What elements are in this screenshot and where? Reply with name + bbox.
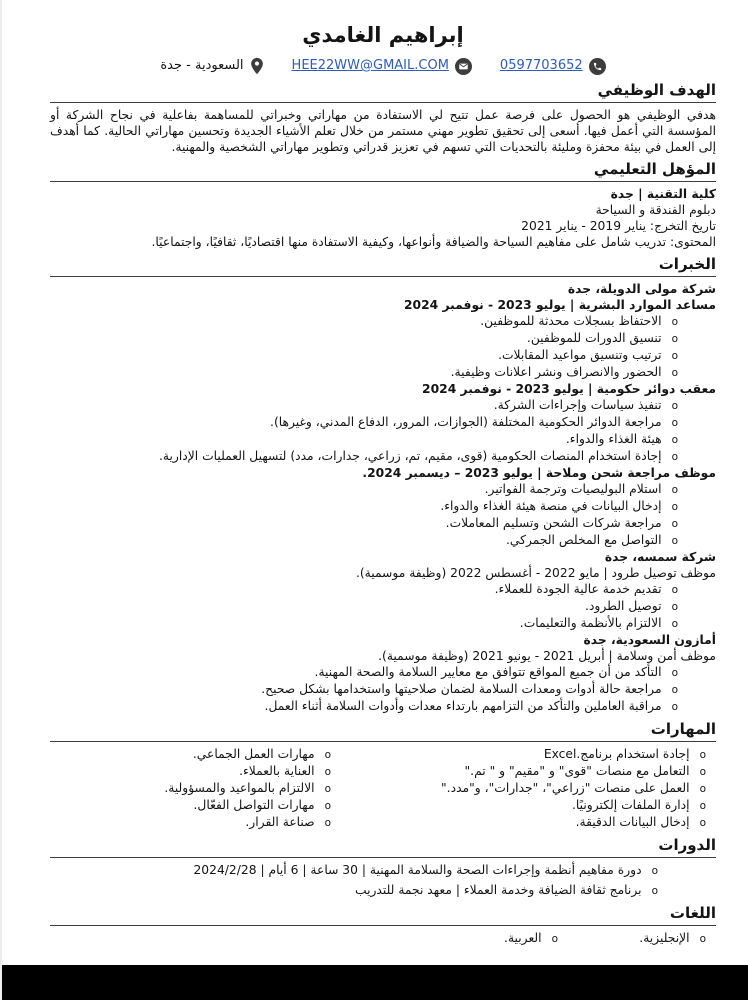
job-role: موظف مراجعة شحن وملاحة | يوليو 2023 – ديسمبر 2024. — [362, 466, 716, 480]
bullet-marker: o — [671, 350, 678, 362]
skill-text: مهارات العمل الجماعي. — [192, 747, 315, 761]
skills-columns — [50, 746, 716, 831]
cv-content — [2, 0, 748, 947]
bullet-item — [50, 448, 678, 465]
bullet-item — [50, 615, 678, 632]
bullet-item — [50, 498, 678, 515]
bullet-marker: o — [551, 933, 558, 945]
bullet-item — [50, 414, 678, 431]
bullet-item — [50, 598, 678, 615]
bullet-marker: o — [324, 783, 331, 795]
bullet-marker: o — [671, 535, 678, 547]
language-column-left — [504, 930, 566, 947]
job-bullets — [50, 313, 716, 381]
job-company: شركة مولى الدويلة، جدة — [567, 282, 716, 296]
bullet-text: تنسيق الدورات للموظفين. — [526, 331, 662, 345]
job-company: شركة سمسه، جدة — [604, 550, 716, 564]
skill-text: إدخال البيانات الدقيقة. — [575, 815, 690, 829]
phone-icon — [589, 58, 606, 75]
bullet-marker: o — [699, 933, 706, 945]
skills-column-right — [383, 746, 716, 831]
bullet-item — [50, 780, 331, 797]
bullet-item — [50, 347, 678, 364]
job — [50, 381, 716, 465]
bullet-marker: o — [699, 766, 706, 778]
course-text: برنامج ثقافة الضيافة وخدمة العملاء | معهد نجمة للتدريب — [355, 883, 642, 897]
bullet-item — [50, 882, 658, 899]
skill-text: إدارة الملفات إلكترونيًا. — [571, 798, 690, 812]
section-title-courses: الدورات — [658, 836, 716, 854]
bullet-item — [50, 681, 678, 698]
bullet-marker: o — [671, 333, 678, 345]
bullet-item — [50, 515, 678, 532]
bullet-marker: o — [671, 417, 678, 429]
section-title-experience: الخبرات — [658, 255, 716, 273]
job-bullets — [50, 397, 716, 465]
bullet-item — [50, 330, 678, 347]
bullet-marker: o — [671, 701, 678, 713]
bullet-item — [50, 431, 678, 448]
bullet-text: إجادة استخدام المنصات الحكومية (قوى، مقيم، تم، زراعي، جدارات، مدد) لتسهيل العمليات الإدارية. — [158, 449, 662, 463]
skill-text: إجادة استخدام برنامج.Excel — [543, 747, 690, 761]
languages-row — [50, 930, 716, 947]
bullet-item — [50, 814, 331, 831]
bullet-marker: o — [671, 584, 678, 596]
course-text: دورة مفاهيم أنظمة وإجراءات الصحة والسلامة المهنية | 30 ساعة | 6 أيام | 2024/2/28 — [193, 863, 642, 877]
bullet-text: مراقبة العاملين والتأكد من التزامهم بارتداء معدات وأدوات السلامة أثناء العمل. — [264, 699, 662, 713]
skill-text: مهارات التواصل الفعّال. — [193, 798, 315, 812]
job-bullets — [50, 664, 716, 715]
contact-row — [50, 56, 716, 76]
job-bullets — [50, 481, 716, 549]
section-rule — [50, 276, 716, 277]
bullet-item — [566, 930, 706, 947]
education-degree: دبلوم الفندقة و السياحة — [595, 203, 716, 217]
objective-text: هدفي الوظيفي هو الحصول على فرصة عمل تتيح لي الاستفادة من مهاراتي وخبراتي للمساهمة بفاعلية في نجاح الشركة أو المؤسسة التي أعمل فيها. أسعى إلى تحقيق تطوير مهني مستمر من خلال تعلم الأشياء الجديدة وتحسين مهاراتي الحالية. كما أهدف إلى العمل في بيئة محفزة ومليئة بالتحديات التي تسهم في تعزيز قدراتي وتطوير مهاراتي الشخصية والمهنية. — [50, 108, 716, 154]
viewer-bottom-bar — [2, 965, 748, 1000]
job-company: أمازون السعودية، جدة — [583, 633, 716, 647]
email-link[interactable]: HEE22WW@GMAIL.COM — [291, 58, 449, 73]
language-column-right — [566, 930, 716, 947]
section-title-languages: اللغات — [669, 904, 716, 922]
bullet-marker: o — [699, 800, 706, 812]
bullet-marker: o — [324, 766, 331, 778]
bullet-text: الالتزام بالأنظمة والتعليمات. — [519, 616, 662, 630]
bullet-item — [50, 698, 678, 715]
language-text: العربية. — [504, 931, 542, 945]
phone-link[interactable]: 0597703652 — [499, 58, 583, 73]
bullet-marker: o — [671, 667, 678, 679]
bullet-marker: o — [699, 783, 706, 795]
bullet-text: مراجعة الدوائر الحكومية المختلفة (الجوازات، المرور، الدفاع المدني، وغيرها). — [270, 415, 662, 429]
bullet-item — [50, 862, 658, 879]
skill-text: صناعة القرار. — [245, 815, 315, 829]
education-content: المحتوى: تدريب شامل على مفاهيم السياحة والضيافة وأنواعها، وكيفية الاستفادة منها اقتصاديًا، ثقافيًا، واجتماعيًا. — [151, 235, 716, 249]
bullet-item — [383, 763, 706, 780]
bullet-text: الحضور والانصراف ونشر اعلانات وظيفية. — [450, 365, 662, 379]
section-title-education: المؤهل التعليمي — [593, 160, 716, 178]
bullet-item — [383, 746, 706, 763]
bullet-text: التواصل مع المخلص الجمركي. — [505, 533, 662, 547]
job-bullets — [50, 581, 716, 632]
job — [50, 632, 716, 715]
job-role: مساعد الموارد البشرية | يوليو 2023 - نوفمبر 2024 — [403, 298, 716, 312]
job-role: موظف توصيل طرود | مايو 2022 - أغسطس 2022 (وظيفة موسمية). — [355, 566, 716, 580]
bullet-item — [50, 532, 678, 549]
bullet-item — [383, 814, 706, 831]
job-role: موظف أمن وسلامة | أبريل 2021 - يونيو 2021 (وظيفة موسمية). — [378, 649, 716, 663]
job — [50, 549, 716, 632]
bullet-marker: o — [671, 484, 678, 496]
courses-list — [50, 862, 716, 899]
bullet-marker: o — [671, 618, 678, 630]
skill-text: التعامل مع منصات "قوى" و "مقيم" و " تم." — [464, 764, 690, 778]
bullet-text: مراجعة حالة أدوات ومعدات السلامة لضمان صلاحيتها واستخدامها بشكل صحيح. — [261, 682, 662, 696]
bullet-marker: o — [699, 817, 706, 829]
bullet-item — [50, 313, 678, 330]
bullet-item — [383, 780, 706, 797]
bullet-text: ترتيب وتنسيق مواعيد المقابلات. — [498, 348, 662, 362]
skill-text: الالتزام بالمواعيد والمسؤولية. — [164, 781, 315, 795]
education-school: كلية التقنية | جدة — [610, 187, 716, 201]
bullet-marker: o — [699, 749, 706, 761]
bullet-marker: o — [671, 518, 678, 530]
bullet-item — [504, 930, 558, 947]
job — [50, 281, 716, 381]
location-contact — [160, 57, 263, 75]
bullet-item — [50, 397, 678, 414]
candidate-name: إبراهيم الغامدي — [302, 23, 464, 47]
bullet-marker: o — [671, 367, 678, 379]
bullet-marker: o — [671, 601, 678, 613]
bullet-text: توصيل الطرود. — [585, 599, 662, 613]
bullet-marker: o — [651, 865, 658, 877]
bullet-text: إدخال البيانات في منصة هيئة الغذاء والدواء. — [440, 499, 662, 513]
email-contact — [292, 58, 472, 75]
bullet-marker: o — [671, 501, 678, 513]
bullet-item — [50, 664, 678, 681]
section-rule — [50, 741, 716, 742]
bullet-marker: o — [671, 684, 678, 696]
section-title-skills: المهارات — [650, 720, 716, 738]
bullet-marker: o — [324, 800, 331, 812]
bullet-text: استلام البوليصيات وترجمة الفواتير. — [484, 482, 662, 496]
location-pin-icon — [250, 57, 264, 75]
email-icon — [455, 58, 472, 75]
bullet-marker: o — [671, 434, 678, 446]
language-text: الإنجليزية. — [639, 931, 690, 945]
bullet-marker: o — [671, 400, 678, 412]
job — [50, 465, 716, 549]
bullet-marker: o — [651, 885, 658, 897]
bullet-marker: o — [671, 316, 678, 328]
bullet-text: مراجعة شركات الشحن وتسليم المعاملات. — [445, 516, 662, 530]
bullet-item — [50, 581, 678, 598]
bullet-text: تنفيذ سياسات وإجراءات الشركة. — [493, 398, 662, 412]
location-text: السعودية - جدة — [160, 58, 244, 73]
section-rule — [50, 857, 716, 858]
education-dates: تاريخ التخرج: يناير 2019 - يناير 2021 — [521, 219, 716, 233]
bullet-item — [50, 746, 331, 763]
bullet-item — [50, 481, 678, 498]
phone-contact — [500, 58, 606, 75]
bullet-marker: o — [324, 749, 331, 761]
section-title-objective: الهدف الوظيفي — [597, 81, 716, 99]
bullet-item — [50, 797, 331, 814]
skill-text: العمل على منصات "زراعي"، "جدارات"، و"مدد." — [441, 781, 690, 795]
bullet-text: التأكد من أن جميع المواقع تتوافق مع معايير السلامة والصحة المهنية. — [314, 665, 662, 679]
bullet-item — [50, 763, 331, 780]
bullet-text: تقديم خدمة عالية الجودة للعملاء. — [494, 582, 662, 596]
job-role: معقب دوائر حكومية | يوليو 2023 - نوفمبر 2024 — [422, 382, 716, 396]
skills-column-left — [50, 746, 383, 831]
section-rule — [50, 102, 716, 103]
section-rule — [50, 181, 716, 182]
bullet-marker: o — [671, 451, 678, 463]
bullet-item — [383, 797, 706, 814]
bullet-marker: o — [324, 817, 331, 829]
bullet-text: هيئة الغذاء والدواء. — [565, 432, 662, 446]
skill-text: العناية بالعملاء. — [239, 764, 315, 778]
bullet-item — [50, 364, 678, 381]
bullet-text: الاحتفاظ بسجلات محدثة للموظفين. — [480, 314, 662, 328]
section-rule — [50, 925, 716, 926]
